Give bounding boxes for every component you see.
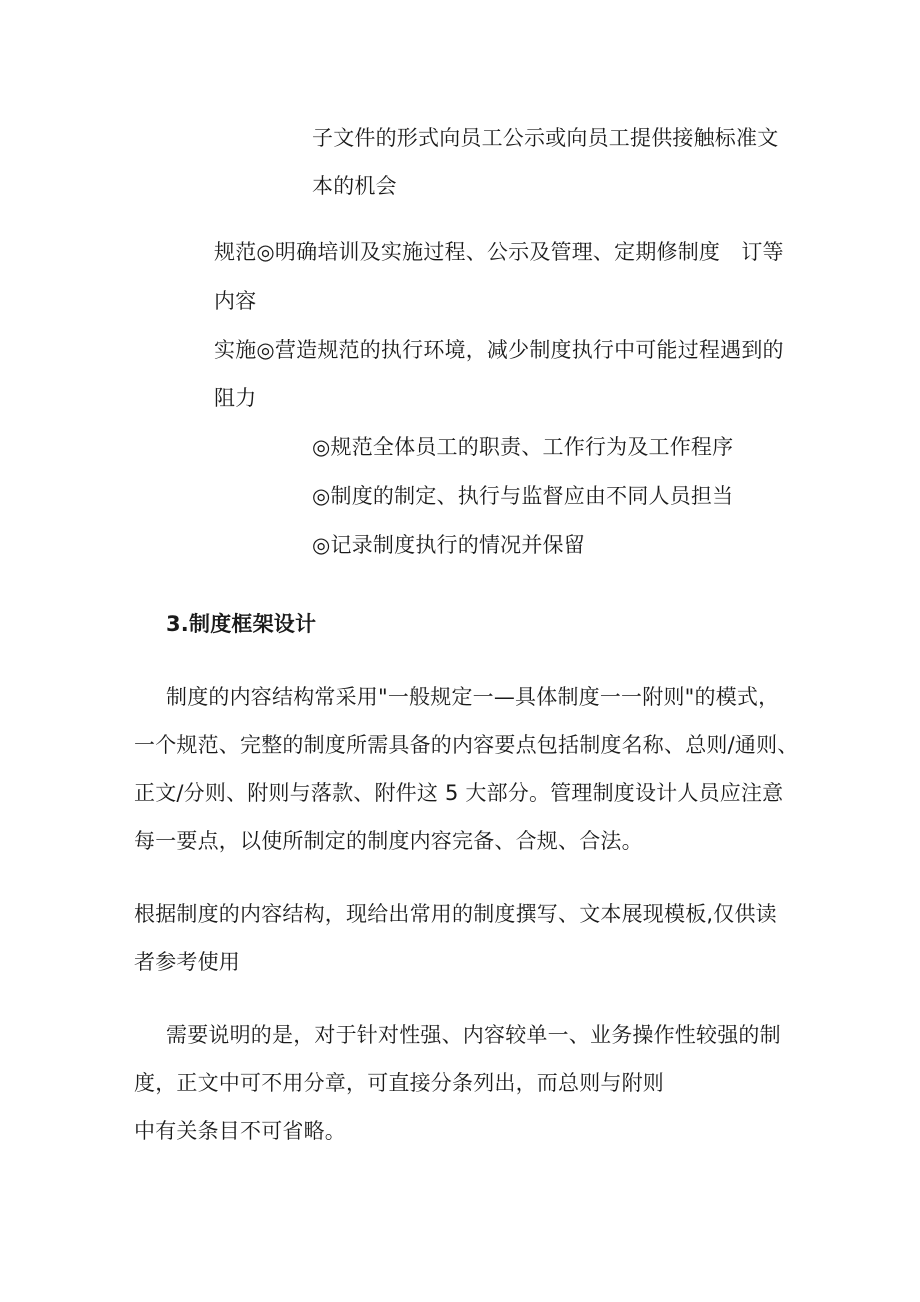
text-line: 内容 — [214, 289, 257, 313]
paragraph-line: 根据制度的内容结构，现给出常用的制度撰写、文本展现模板,仅供读 — [134, 902, 777, 926]
paragraph-line: 一个规范、完整的制度所需具备的内容要点包括制度名称、总则/通则、 — [134, 733, 799, 757]
bullet-item: ◎规范全体员工的职责、工作行为及工作程序 — [312, 435, 734, 459]
bullet-item: ◎制度的制定、执行与监督应由不同人员担当 — [312, 484, 734, 508]
section-heading: 3.制度框架设计 — [166, 612, 317, 636]
paragraph-line: 正文/分则、附则与落款、附件这 5 大部分。管理制度设计人员应注意 — [134, 781, 784, 805]
paragraph-line: 每一要点，以使所制定的制度内容完备、合规、合法。 — [134, 829, 643, 853]
paragraph-line: 者参考使用 — [134, 950, 240, 974]
text-line: 子文件的形式向员工公示或向员工提供接触标准文 — [312, 126, 779, 150]
text-line: 规范◎明确培训及实施过程、公示及管理、定期修制度 订等 — [214, 240, 784, 264]
bullet-item: ◎记录制度执行的情况并保留 — [312, 533, 585, 557]
text-line: 阻力 — [214, 386, 257, 410]
paragraph-line: 制度的内容结构常采用"一般规定一—具体制度一一附则"的模式， — [166, 685, 780, 709]
text-line: 本的机会 — [312, 174, 397, 198]
text-line: 实施◎营造规范的执行环境，减少制度执行中可能过程遇到的 — [214, 338, 784, 362]
paragraph-line: 需要说明的是，对于针对性强、内容较单一、业务操作性较强的制 — [166, 1023, 781, 1047]
paragraph-line: 度，正文中可不用分章，可直接分条列出，而总则与附则 — [134, 1071, 664, 1095]
paragraph-line: 中有关条目不可省略。 — [134, 1119, 346, 1143]
